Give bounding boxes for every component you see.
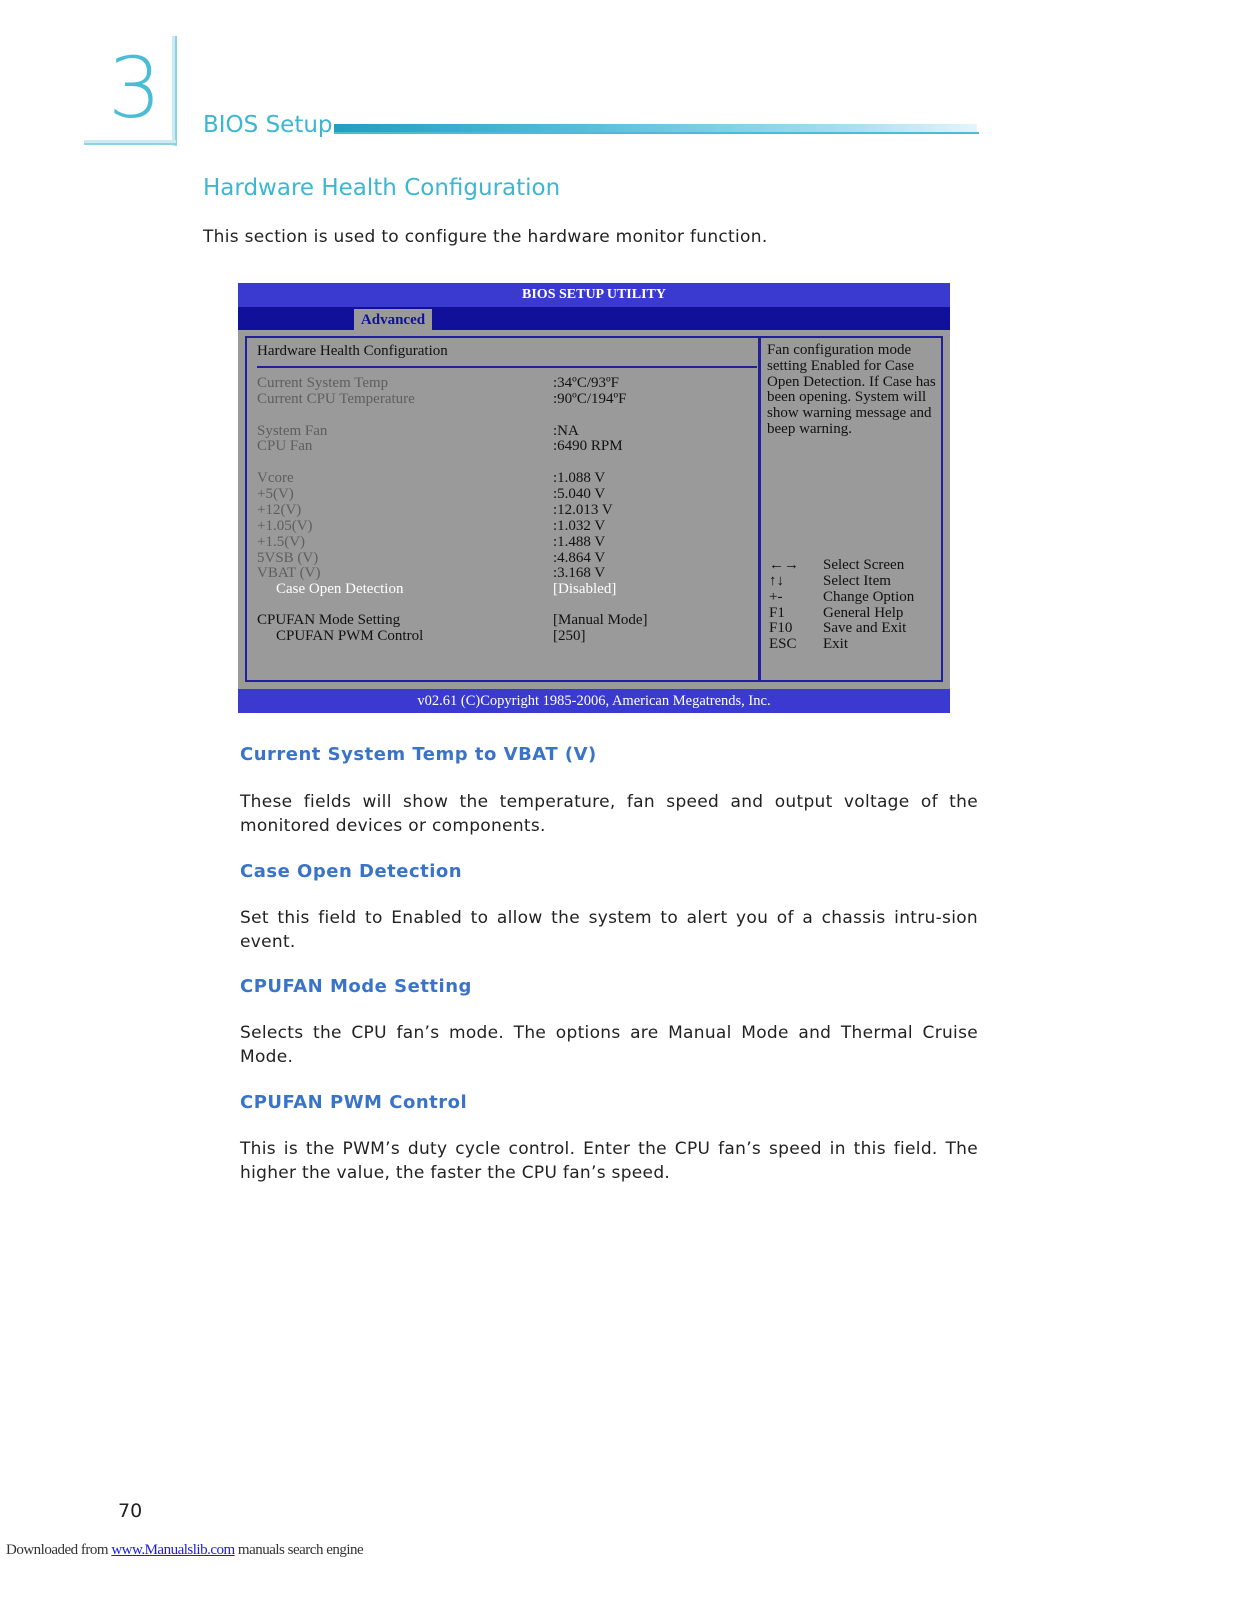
paragraph-system-temp-to-vbat: These fields will show the temperature, fan speed and output voltage of the monitored devices or components. [240, 792, 978, 836]
bios-row-12v [257, 502, 757, 518]
bios-row-value: :5.040 V [553, 486, 606, 502]
heading-system-temp-to-vbat: Current System Temp to VBAT (V) [240, 744, 597, 765]
bios-key: F1 [769, 605, 785, 621]
bios-copyright-bar: v02.61 (C)Copyright 1985-2006, American Megatrends, Inc. [238, 689, 950, 713]
bios-row-value: :12.013 V [553, 502, 613, 518]
bios-row-value: :34ºC/93ºF [553, 375, 619, 391]
bios-row-system-fan [257, 423, 757, 439]
bios-key-row [769, 589, 939, 605]
bios-row-5v [257, 486, 757, 502]
bios-row-value: :1.032 V [553, 518, 606, 534]
bios-key: ←→ [769, 557, 799, 573]
bios-key-desc: Exit [823, 636, 848, 652]
bios-row-value: :6490 RPM [553, 438, 623, 454]
bios-row-vcore [257, 470, 757, 486]
bios-row-value: :90ºC/194ºF [553, 391, 627, 407]
bios-key-desc: Save and Exit [823, 620, 907, 636]
download-footer-suffix: manuals search engine [234, 1542, 364, 1558]
bios-row-label: VBAT (V) [257, 565, 321, 581]
bios-key-row [769, 557, 939, 573]
chapter-title: BIOS Setup [203, 112, 333, 138]
bios-row-value[interactable]: [250] [553, 628, 586, 644]
bios-row-value: :1.088 V [553, 470, 606, 486]
bios-key-row [769, 620, 939, 636]
bios-key-desc: Select Item [823, 573, 891, 589]
bios-help-panel [760, 336, 943, 682]
bios-row-cpufan-mode[interactable] [257, 612, 757, 628]
bios-row-label: Current System Temp [257, 375, 389, 391]
download-footer-prefix: Downloaded from [6, 1542, 112, 1558]
bios-tab-bar [238, 307, 950, 330]
bios-row-value: :4.864 V [553, 550, 606, 566]
paragraph-cpufan-pwm-control: This is the PWM’s duty cycle control. Enter the CPU fan’s speed in this field. The higher the value, the faster the CPU fan’s speed. [240, 1139, 978, 1183]
bios-key-desc: Change Option [823, 589, 915, 605]
heading-cpufan-pwm-control: CPUFAN PWM Control [240, 1092, 468, 1113]
heading-cpufan-mode-setting: CPUFAN Mode Setting [240, 976, 472, 997]
intro-text: This section is used to configure the hardware monitor function. [203, 227, 768, 247]
bios-row-label: 5VSB (V) [257, 550, 319, 566]
bios-key-row [769, 605, 939, 621]
bios-row-label: +1.05(V) [257, 518, 313, 534]
bios-key: ESC [769, 636, 797, 652]
heading-case-open-detection: Case Open Detection [240, 861, 463, 882]
bios-row-label: CPUFAN PWM Control [276, 628, 424, 644]
bios-row-cpufan-pwm[interactable] [257, 628, 757, 644]
paragraph-cpufan-mode-setting: Selects the CPU fan’s mode. The options are Manual Mode and Thermal Cruise Mode. [240, 1023, 978, 1067]
bios-row-label: Case Open Detection [276, 581, 404, 597]
bios-row-case-open-detection[interactable] [257, 581, 757, 597]
bios-row-label: System Fan [257, 423, 328, 439]
chapter-decoration-vertical [172, 36, 177, 146]
bios-row-value: :NA [553, 423, 579, 439]
bios-row-value: :3.168 V [553, 565, 606, 581]
bios-help-text: Fan configuration mode setting Enabled for Case Open Detection. If Case has been opening. System will show warning message and beep warning. [767, 342, 936, 437]
bios-row-cpu-fan [257, 438, 757, 454]
bios-row-vbat [257, 565, 757, 581]
bios-key: F10 [769, 620, 793, 636]
bios-key: ↑↓ [769, 573, 784, 589]
bios-row-1-5v [257, 534, 757, 550]
bios-row-label: +1.5(V) [257, 534, 306, 550]
bios-row-label: CPUFAN Mode Setting [257, 612, 401, 628]
manualslib-link[interactable]: www.Manualslib.com [111, 1542, 235, 1558]
tab-advanced[interactable]: Advanced [354, 309, 432, 330]
paragraph-case-open-detection: Set this field to Enabled to allow the system to alert you of a chassis intru-sion event. [240, 908, 978, 952]
bios-row-label: Current CPU Temperature [257, 391, 415, 407]
bios-row-value[interactable]: [Disabled] [553, 581, 617, 597]
bios-key-row [769, 636, 939, 652]
bios-key-desc: Select Screen [823, 557, 905, 573]
bios-row-label: +12(V) [257, 502, 302, 518]
bios-row-cpu-temp [257, 391, 757, 407]
page-number: 70 [118, 1500, 143, 1522]
bios-row-value[interactable]: [Manual Mode] [553, 612, 648, 628]
bios-title-bar: BIOS SETUP UTILITY [238, 283, 950, 307]
bios-row-label: +5(V) [257, 486, 294, 502]
bios-row-1-05v [257, 518, 757, 534]
bios-row-system-temp [257, 375, 757, 391]
bios-screen-title: Hardware Health Configuration [257, 343, 448, 359]
bios-row-5vsb [257, 550, 757, 566]
chapter-number: 3 [108, 39, 162, 137]
bios-title-divider [257, 366, 757, 368]
bios-key-row [769, 573, 939, 589]
section-title: Hardware Health Configuration [203, 175, 561, 201]
bios-row-value: :1.488 V [553, 534, 606, 550]
bios-key-desc: General Help [823, 605, 904, 621]
chapter-decoration-horizontal [84, 140, 176, 145]
bios-key: +- [769, 589, 783, 605]
bios-row-label: CPU Fan [257, 438, 313, 454]
bios-row-label: Vcore [257, 470, 294, 486]
bios-screen [238, 283, 950, 713]
chapter-title-underline [334, 132, 979, 134]
download-footer [6, 1542, 363, 1559]
bios-main-panel [245, 336, 760, 682]
